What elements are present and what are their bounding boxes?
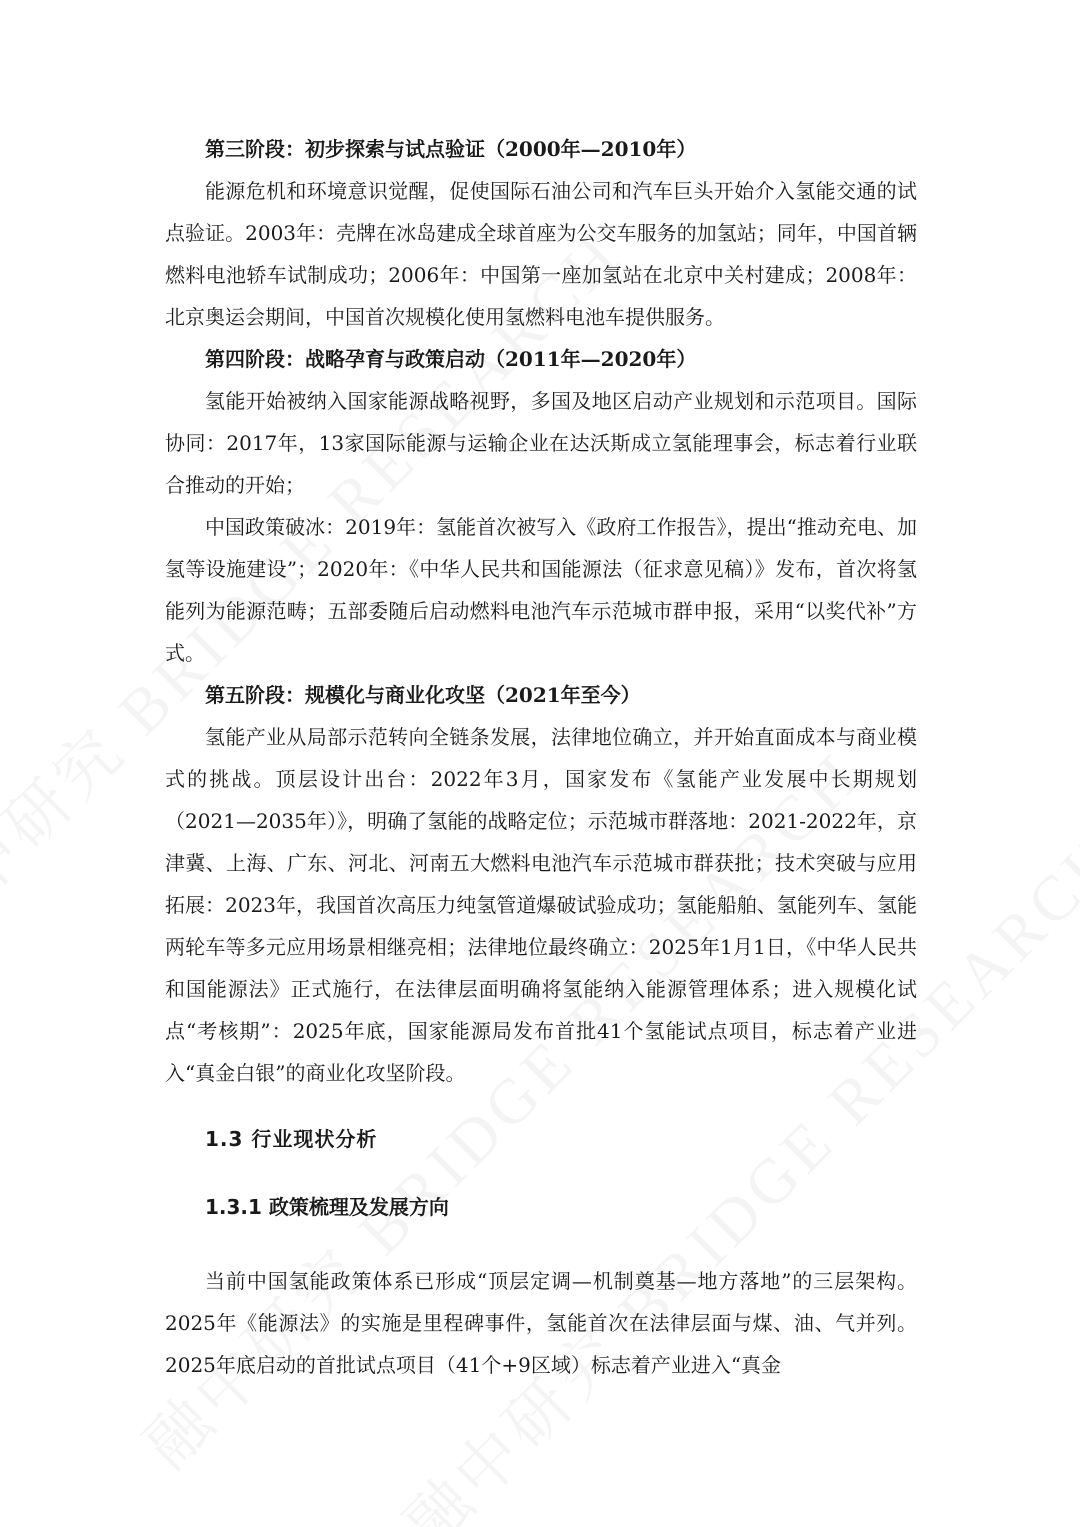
stage3-heading: 第三阶段：初步探索与试点验证（2000年—2010年） bbox=[205, 137, 697, 161]
section-1-3-1-heading: 1.3.1 政策梳理及发展方向 bbox=[205, 1195, 449, 1219]
section-1-3-1-paragraph: 当前中国氢能政策体系已形成“顶层定调—机制奠基—地方落地”的三层架构。2025年《能源法》的实施是里程碑事件，氢能首次在法律层面与煤、油、气并列。2025年底启动的首批试点项目（41个+9区域）标志着产业进入“真金 bbox=[165, 1269, 917, 1377]
stage5-paragraph: 氢能产业从局部示范转向全链条发展，法律地位确立，并开始直面成本与商业模式的挑战。顶层设计出台：2022年3月，国家发布《氢能产业发展中长期规划（2021—2035年）》，明确了氢能的战略定位；示范城市群落地：2021-2022年，京津冀、上海、广东、河北、河南五大燃料电池汽车示范城市群获批；技术突破与应用拓展：2023年，我国首次高压力纯氢管道爆破试验成功；氢能船舶、氢能列车、氢能两轮车等多元应用场景相继亮相；法律地位最终确立：2025年1月1日，《中华人民共和国能源法》正式施行，在法律层面明确将氢能纳入能源管理体系；进入规模化试点“考核期”：2025年底，国家能源局发布首批41个氢能试点项目，标志着产业进入“真金白银”的商业化攻坚阶段。 bbox=[165, 725, 917, 1085]
document-body bbox=[165, 128, 917, 1386]
stage4-paragraph-1: 氢能开始被纳入国家能源战略视野，多国及地区启动产业规划和示范项目。国际协同：2017年，13家国际能源与运输企业在达沃斯成立氢能理事会，标志着行业联合推动的开始； bbox=[165, 389, 917, 497]
stage5-heading: 第五阶段：规模化与商业化攻坚（2021年至今） bbox=[205, 683, 641, 707]
section-1-3-heading: 1.3 行业现状分析 bbox=[205, 1127, 378, 1151]
stage4-paragraph-2: 中国政策破冰：2019年：氢能首次被写入《政府工作报告》，提出“推动充电、加氢等设施建设”；2020年：《中华人民共和国能源法（征求意见稿）》发布，首次将氢能列为能源范畴；五部委随后启动燃料电池汽车示范城市群申报，采用“以奖代补”方式。 bbox=[165, 515, 917, 665]
stage4-heading: 第四阶段：战略孕育与政策启动（2011年—2020年） bbox=[205, 347, 697, 371]
stage3-paragraph: 能源危机和环境意识觉醒，促使国际石油公司和汽车巨头开始介入氢能交通的试点验证。2003年：壳牌在冰岛建成全球首座为公交车服务的加氢站；同年，中国首辆燃料电池轿车试制成功；2006年：中国第一座加氢站在北京中关村建成；2008年：北京奥运会期间，中国首次规模化使用氢燃料电池车提供服务。 bbox=[165, 179, 917, 329]
